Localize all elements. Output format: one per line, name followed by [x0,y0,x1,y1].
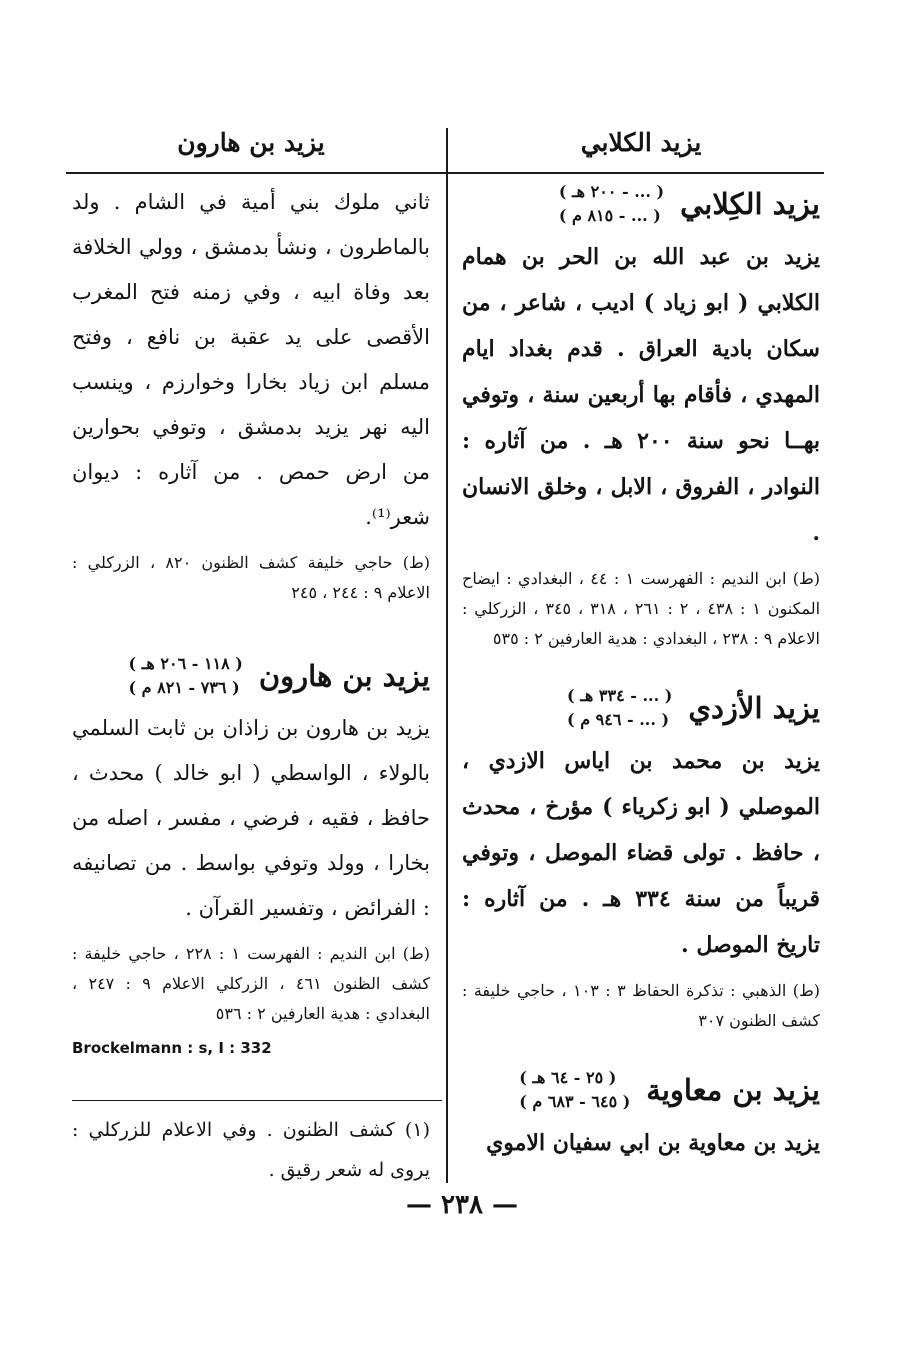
date-hijri: ( ... - ٢٠٠ هـ ) [558,182,665,201]
date-gregorian: ( ٦٤٥ - ٦٨٣ م ) [519,1092,631,1111]
entry-heading [462,684,820,732]
entry-yazid-kilabi [462,180,820,654]
entry-title: يزيد بن هارون [258,659,430,693]
date-hijri: ( ٢٥ - ٦٤ هـ ) [519,1068,617,1087]
entry-title: يزيد بن معاوية [646,1073,820,1107]
left-column [72,180,430,1057]
entry-text: يزيد بن هارون بن زاذان بن ثابت السلمي بالولاء ، الواسطي ( ابو خالد ) محدث ، حافظ ، فقيه ، فرضي ، مفسر ، اصله من بخارا ، وولد وتوفي بواسط . من تصانيفه : الفرائض ، وتفسير القرآن . [72,716,430,920]
entry-yazid-azdi [462,684,820,1036]
entry-yazid-harun [72,652,430,1057]
entry-title: يزيد الأزدي [688,691,820,725]
continued-entry-references: (ط) حاجي خليفة كشف الظنون ٨٢٠ ، الزركلي : الاعلام ٩ : ٢٤٤ ، ٢٤٥ [72,553,431,602]
entry-references: (ط) ابن النديم : الفهرست ١ : ٤٤ ، البغدادي : ايضاح المكنون ١ : ٤٣٨ ، ٢ : ٢٦١ ، ٣١٨ ، ٣٤٥ ، الزركلي : الاعلام ٩ : ٢٣٨ ، البغدادي : هدية العارفين ٢ : ٥٣٥ [462,569,821,648]
entry-heading [462,180,820,228]
entry-references: (ط) ابن النديم : الفهرست ١ : ٢٢٨ ، حاجي خليفة : كشف الظنون ٤٦١ ، الزركلي الاعلام ٩ : ٢٤٧ ، البغدادي : هدية العارفين ٢ : ٥٣٦ [72,944,431,1023]
date-gregorian: ( ... - ٩٤٦ م ) [567,710,670,729]
column-divider [446,128,448,1183]
entry-text: يزيد بن عبد الله بن الحر بن همام الكلابي ( ابو زياد ) اديب ، شاعر ، من سكان بادية العراق . قدم بغداد ايام المهدي ، فأقام بها أربعين سنة ، وتوفي بهــا نحو سنة ٢٠٠ هـ . من آثاره : النوادر ، الفروق ، الابل ، وخلق الانسان . [462,244,820,546]
date-gregorian: ( ٧٣٦ - ٨٢١ م ) [128,678,240,697]
entry-heading [72,652,430,700]
date-hijri: ( ١١٨ - ٢٠٦ هـ ) [128,654,243,673]
footnote-rule [72,1100,442,1101]
header-rule [66,172,824,174]
entry-dates [567,684,672,732]
footnote: (١) كشف الظنون . وفي الاعلام للزركلي : يروى له شعر رقيق . [72,1119,430,1181]
continued-entry-text: ثاني ملوك بني أمية في الشام . ولد بالماطرون ، ونشأ بدمشق ، وولي الخلافة بعد وفاة ابيه ، وفي زمنه فتح المغرب الأقصى على يد عقبة بن نافع ، وفتح مسلم ابن زياد بخارا وخوارزم ، وينسب اليه نهر يزيد بدمشق ، وتوفي بحوارين من ارض حمص . من آثاره : ديوان شعر⁽¹⁾. [72,190,430,529]
right-column [462,180,820,1166]
right-running-header: يزيد الكلابي [580,128,702,157]
entry-references: (ط) الذهبي : تذكرة الحفاظ ٣ : ١٠٣ ، حاجي خليفة : كشف الظنون ٣٠٧ [462,981,821,1030]
date-gregorian: ( ... - ٨١٥ م ) [558,206,661,225]
left-running-header: يزيد بن هارون [177,128,325,157]
entry-text: يزيد بن معاوية بن ابي سفيان الاموي [486,1130,820,1156]
page-number: — ٢٣٨ — [405,1190,519,1220]
entry-title: يزيد الكِلابي [680,187,820,221]
entry-heading [462,1066,820,1114]
entry-yazid-muawiya [462,1066,820,1166]
entry-dates [559,180,664,228]
entry-dates [519,1066,630,1114]
date-hijri: ( ... - ٣٣٤ هـ ) [567,686,673,705]
entry-text: يزيد بن محمد بن اياس الازدي ، الموصلي ( ابو زكرياء ) مؤرخ ، محدث ، حافظ . تولى قضاء الموصل ، وتوفي قريباً من سنة ٣٣٤ هـ . من آثاره : تاريخ الموصل . [462,748,820,958]
entry-dates [129,652,243,700]
latin-reference: Brockelmann : s, I : 332 [72,1039,272,1057]
